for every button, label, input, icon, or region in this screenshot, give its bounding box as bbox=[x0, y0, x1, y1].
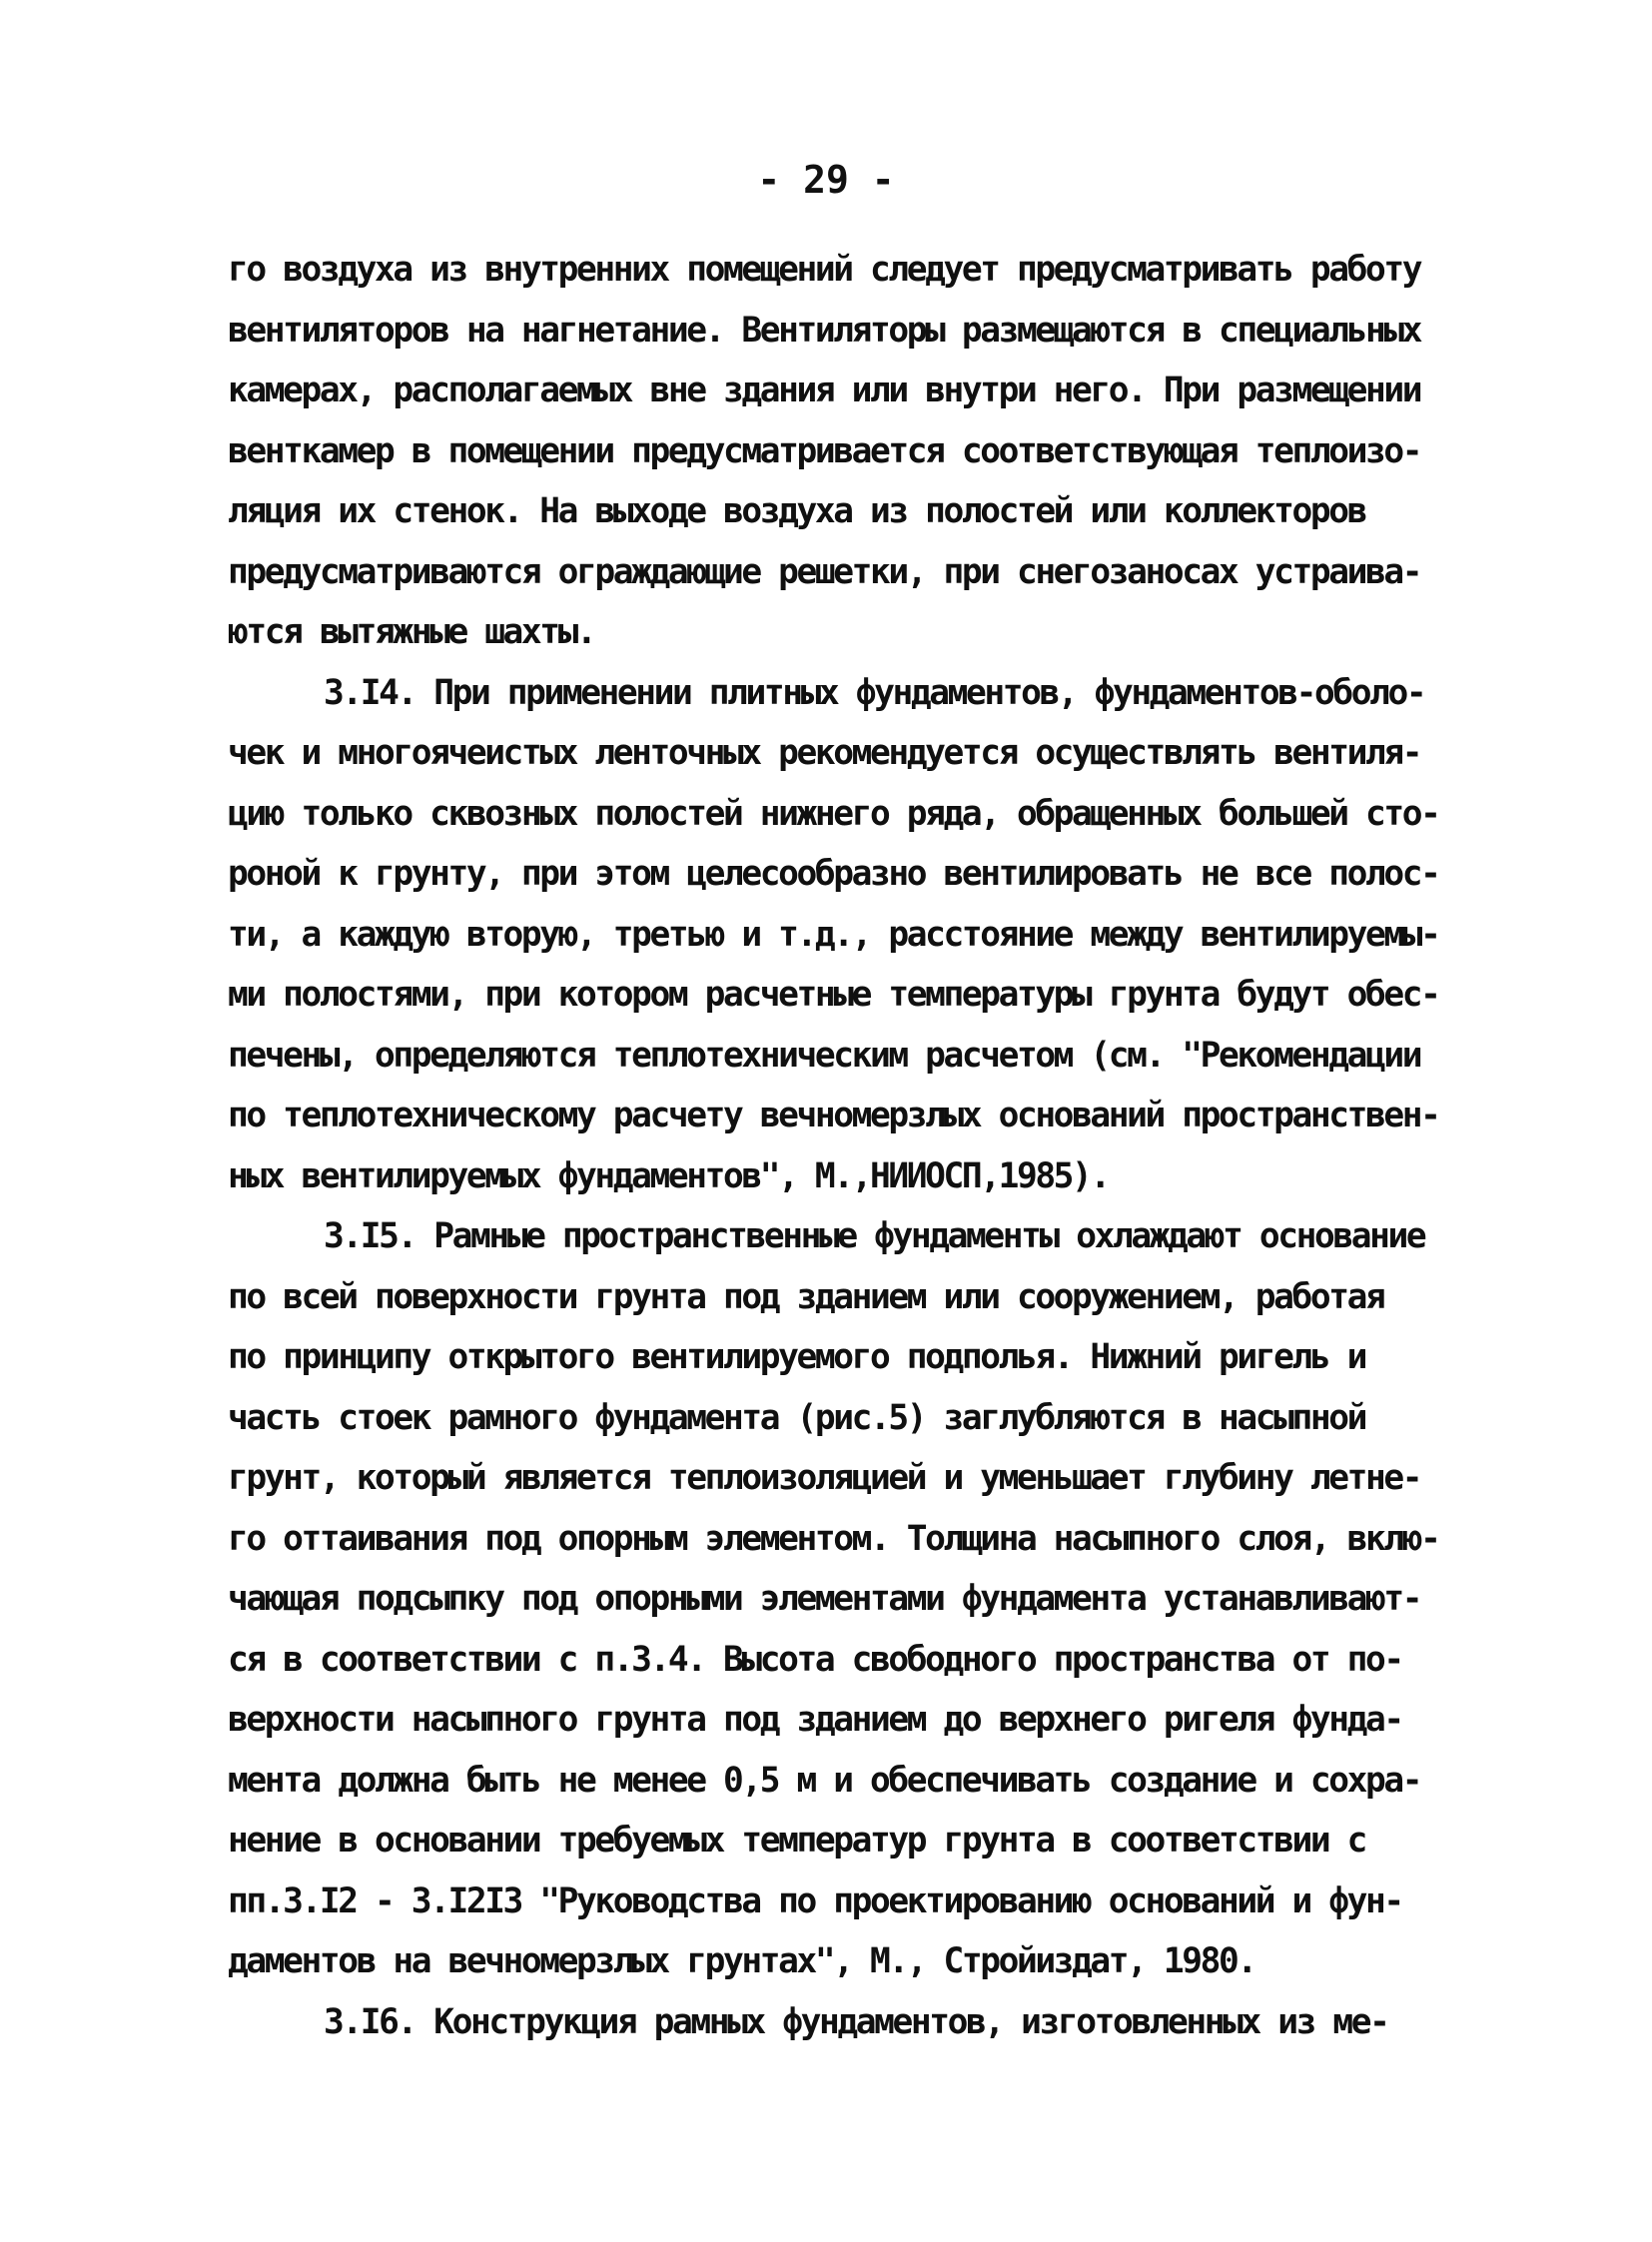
text-line: нение в основании требуемых температур грунта в соответствии с bbox=[228, 1821, 1365, 1861]
text-line: по всей поверхности грунта под зданием или сооружением, работая bbox=[228, 1276, 1384, 1317]
page-number: - 29 - bbox=[757, 158, 895, 202]
text-line: чающая подсыпку под опорными элементами фундамента устанавливают- bbox=[228, 1579, 1421, 1619]
text-line: роной к грунту, при этом целесообразно вентилировать не все полос- bbox=[228, 854, 1439, 894]
text-line: печены, определяются теплотехническим расчетом (см. "Рекомендации bbox=[228, 1035, 1421, 1076]
paragraph-start-line: 3.I5. Рамные пространственные фундаменты охлаждают основание bbox=[324, 1216, 1425, 1256]
text-line: грунт, который является теплоизоляцией и уменьшает глубину летне- bbox=[228, 1458, 1421, 1498]
text-line: верхности насыпного грунта под зданием до верхнего ригеля фунда- bbox=[228, 1700, 1402, 1740]
paragraph-start-line: 3.I6. Конструкция рамных фундаментов, изготовленных из ме- bbox=[324, 2001, 1388, 2042]
text-line: ляция их стенок. На выходе воздуха из полостей или коллекторов bbox=[228, 491, 1365, 531]
text-line: даментов на вечномерзлых грунтах", М., Стройиздат, 1980. bbox=[228, 1941, 1255, 1981]
text-line: мента должна быть не менее 0,5 м и обеспечивать создание и сохра- bbox=[228, 1760, 1421, 1801]
text-line: предусматриваются ограждающие решетки, при снегозаносах устраива- bbox=[228, 551, 1421, 592]
text-line: венткамер в помещении предусматривается соответствующая теплоизо- bbox=[228, 430, 1421, 471]
body-text bbox=[228, 240, 1456, 2052]
text-line: камерах, располагаемых вне здания или внутри него. При размещении bbox=[228, 371, 1421, 410]
text-line: ся в соответствии с п.3.4. Высота свободного пространства от по- bbox=[228, 1639, 1402, 1680]
text-line: го воздуха из внутренних помещений следует предусматривать работу bbox=[228, 250, 1421, 290]
text-line: вентиляторов на нагнетание. Вентиляторы размещаются в специальных bbox=[228, 310, 1421, 351]
text-line: пп.3.I2 - 3.I2I3 "Руководства по проектированию оснований и фун- bbox=[228, 1880, 1402, 1921]
text-line: по теплотехническому расчету вечномерзлых оснований пространствен- bbox=[228, 1096, 1439, 1135]
text-line: по принципу открытого вентилируемого подполья. Нижний ригель и bbox=[228, 1337, 1365, 1377]
text-line: ми полостями, при котором расчетные температуры грунта будут обес- bbox=[228, 975, 1439, 1015]
text-line: ти, а каждую вторую, третью и т.д., расстояние между вентилируемы- bbox=[228, 914, 1439, 955]
text-line: ются вытяжные шахты. bbox=[228, 612, 595, 652]
text-line: цию только сквозных полостей нижнего ряда, обращенных большей сто- bbox=[228, 793, 1439, 834]
text-line: го оттаивания под опорным элементом. Толщина насыпного слоя, вклю- bbox=[228, 1518, 1439, 1559]
paragraph-start-line: 3.I4. При применении плитных фундаментов, фундаментов-оболо- bbox=[324, 672, 1425, 713]
text-line: чек и многоячеистых ленточных рекомендуется осуществлять вентиля- bbox=[228, 733, 1421, 773]
text-line: ных вентилируемых фундаментов", М.,НИИОСП,1985). bbox=[228, 1155, 1109, 1196]
text-line: часть стоек рамного фундамента (рис.5) заглубляются в насыпной bbox=[228, 1397, 1365, 1438]
